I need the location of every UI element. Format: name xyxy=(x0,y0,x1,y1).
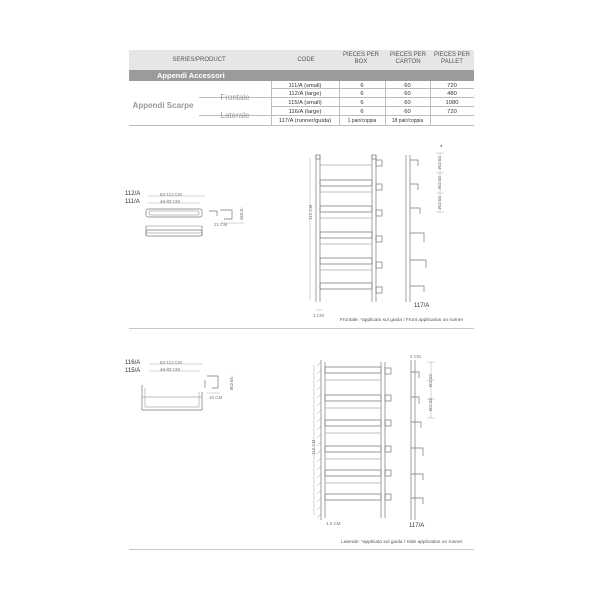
row-box: 6 xyxy=(360,83,364,89)
header-series: SERIES/PRODUCT xyxy=(172,57,226,63)
dim-112cm: 112 CM xyxy=(308,204,313,220)
dim-83-113-side: 83-113 CM xyxy=(160,360,182,365)
dim-runner-20b: 20 CM xyxy=(437,176,442,190)
dim-48-83: 48-83 CM xyxy=(160,199,180,204)
section-divider xyxy=(129,328,474,329)
dim-runner-20a: 20 CM xyxy=(437,156,442,170)
row-code: 112/A (large) xyxy=(288,91,322,97)
dim-runner-3cm: 3 CM xyxy=(410,354,421,359)
bottom-divider xyxy=(129,549,474,550)
header-code: CODE xyxy=(297,57,315,63)
group-label: Appendi Scarpe xyxy=(132,101,194,110)
header-pieces-pallet: PIECES PER PALLET xyxy=(433,52,470,65)
row-box: 6 xyxy=(360,109,364,115)
row-carton: 60 xyxy=(404,109,411,115)
code-117a-side: 117/A xyxy=(409,523,425,529)
row-code: 117/A (runner/guida) xyxy=(278,118,332,124)
dim-48-83-side: 48-83 CM xyxy=(160,367,180,372)
asterisk-mark: * xyxy=(440,145,443,151)
dim-15cm-height: 15 CM xyxy=(229,377,234,391)
side-rack-drawing xyxy=(142,364,232,410)
row-code: 116/A (large) xyxy=(288,109,322,115)
side-caption: Laterale: *applicato sul guida / Side application on runner xyxy=(341,540,463,545)
row-pallet: 480 xyxy=(447,91,457,97)
code-116a: 116/A xyxy=(125,360,141,366)
row-box: 1 pair/coppia xyxy=(347,118,377,124)
row-carton: 60 xyxy=(404,100,411,106)
dim-15cm-depth: 15 CM xyxy=(209,395,223,400)
section-title: Appendi Accessori xyxy=(157,71,225,80)
row-carton: 60 xyxy=(404,91,411,97)
dim-runner-20e: 20 CM xyxy=(428,398,433,412)
front-runner-bars xyxy=(320,160,382,293)
front-caption: Frontale: *applicato sul guida / Front application on runner xyxy=(340,318,464,323)
row-code: 115/A (small) xyxy=(288,100,322,106)
row-carton: 60 xyxy=(404,83,411,89)
row-code: 111/A (small) xyxy=(288,83,322,89)
dim-112cm-side: 112 CM xyxy=(311,439,316,455)
dim-5cm: 5 CM xyxy=(239,209,244,220)
dim-1-5cm: 1.5 CM xyxy=(326,521,341,526)
row-pallet: 1080 xyxy=(445,100,459,106)
row-box: 6 xyxy=(360,91,364,97)
dim-83-113: 83-113 CM xyxy=(160,192,182,197)
row-pallet: 720 xyxy=(447,109,457,115)
code-117a-front: 117/A xyxy=(414,303,430,309)
row-carton: 18 pair/coppia xyxy=(391,118,424,124)
code-111a: 111/A xyxy=(125,199,140,205)
row-box: 6 xyxy=(360,100,364,106)
code-115a: 115/A xyxy=(125,368,141,374)
dim-3cm: 3 CM xyxy=(313,313,324,318)
dim-runner-20d: 20 CM xyxy=(428,374,433,388)
subgroup-front: Frontale xyxy=(220,93,250,102)
header-pieces-box: PIECES PER BOX xyxy=(342,52,379,65)
header-pieces-carton: PIECES PER CARTON xyxy=(389,52,426,65)
subgroup-side: Laterale xyxy=(220,111,250,120)
dim-runner-20c: 20 CM xyxy=(437,196,442,210)
code-112a: 112/A xyxy=(125,191,141,197)
dim-21cm: 21 CM xyxy=(214,222,228,227)
row-pallet: 720 xyxy=(447,83,457,89)
